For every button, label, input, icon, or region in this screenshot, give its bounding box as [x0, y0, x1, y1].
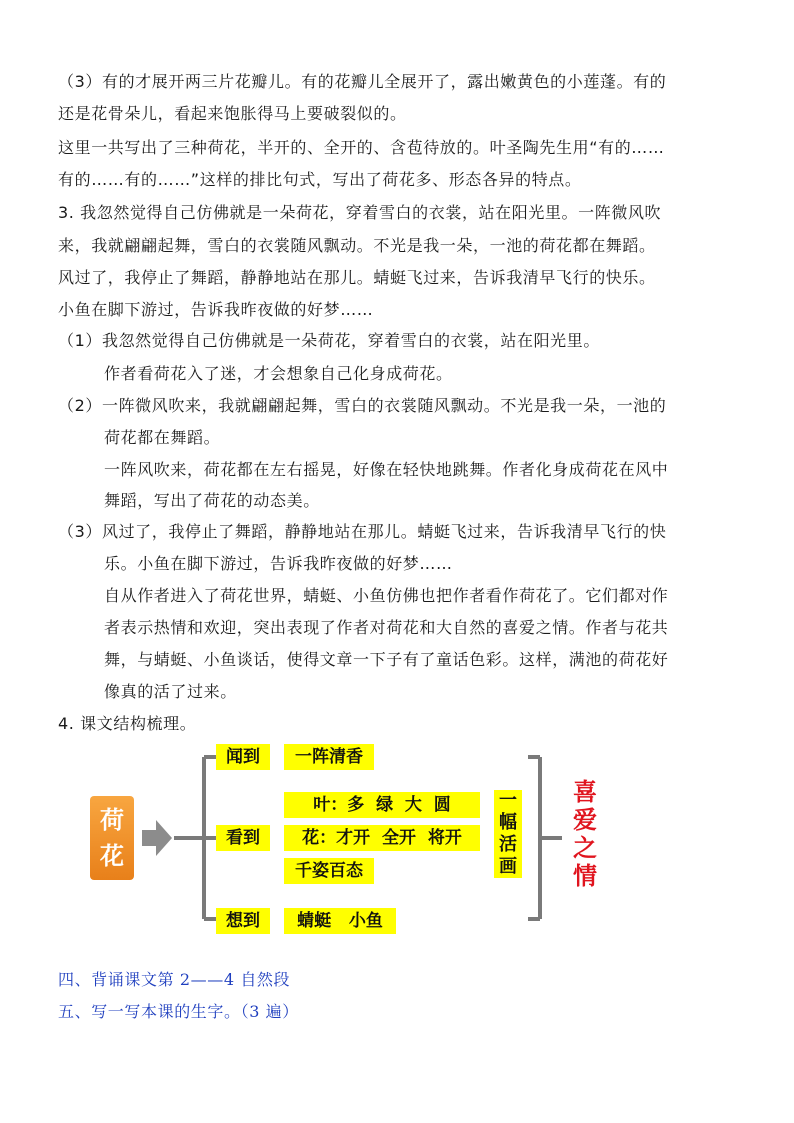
- text-line: 还是花骨朵儿，看起来饱胀得马上要破裂似的。: [58, 104, 407, 123]
- text-line: 小鱼在脚下游过，告诉我昨夜做的好梦……: [58, 300, 374, 319]
- root-node: 荷花: [90, 796, 134, 880]
- branch-kandao: 看到: [216, 825, 270, 851]
- text-line: （2）一阵微风吹来，我就翩翩起舞，雪白的衣裳随风飘动。不光是我一朵，一池的: [58, 396, 667, 415]
- text-line: 者表示热情和欢迎，突出表现了作者对荷花和大自然的喜爱之情。作者与花共: [104, 618, 669, 637]
- summary-vertical-label: 一幅活画: [494, 790, 522, 878]
- text-line: 有的……有的……”这样的排比句式，写出了荷花多、形态各异的特点。: [58, 170, 582, 189]
- arrow-right-icon: [142, 820, 172, 856]
- text-line: 一阵风吹来，荷花都在左右摇晃，好像在轻快地跳舞。作者化身成荷花在风中: [104, 460, 669, 479]
- text-line: 自从作者进入了荷花世界，蜻蜓、小鱼仿佛也把作者看作荷花了。它们都对作: [104, 586, 669, 605]
- conclusion-label: 喜爱之情: [573, 777, 597, 890]
- kandao-flower: 花：才开 全开 将开: [284, 825, 480, 851]
- text-line: 乐。小鱼在脚下游过，告诉我昨夜做的好梦……: [104, 554, 453, 573]
- branch-xiangdao: 想到: [216, 908, 270, 934]
- kandao-pose: 千姿百态: [284, 858, 374, 884]
- text-line: 这里一共写出了三种荷花，半开的、全开的、含苞待放的。叶圣陶先生用“有的……: [58, 138, 665, 157]
- text-line: 舞蹈，写出了荷花的动态美。: [104, 491, 320, 510]
- text-line: 3. 我忽然觉得自己仿佛就是一朵荷花，穿着雪白的衣裳，站在阳光里。一阵微风吹: [58, 203, 662, 222]
- wendao-content: 一阵清香: [284, 744, 374, 770]
- section-heading: 4. 课文结构梳理。: [58, 714, 197, 733]
- xiangdao-content: 蜻蜓 小鱼: [284, 908, 396, 934]
- text-line: 作者看荷花入了迷，才会想象自己化身成荷花。: [104, 364, 453, 383]
- text-line: 来，我就翩翩起舞，雪白的衣裳随风飘动。不光是我一朵，一池的荷花都在舞蹈。: [58, 236, 656, 255]
- text-line: 荷花都在舞蹈。: [104, 428, 221, 447]
- homework-item-4: 四、背诵课文第 2——4 自然段: [58, 970, 291, 989]
- branch-wendao: 闻到: [216, 744, 270, 770]
- text-line: （3）有的才展开两三片花瓣儿。有的花瓣儿全展开了，露出嫩黄色的小莲蓬。有的: [58, 72, 667, 91]
- text-line: （3）风过了，我停止了舞蹈，静静地站在那儿。蜻蜓飞过来，告诉我清早飞行的快: [58, 522, 667, 541]
- text-line: 风过了，我停止了舞蹈，静静地站在那儿。蜻蜓飞过来，告诉我清早飞行的快乐。: [58, 268, 656, 287]
- kandao-leaf: 叶：多 绿 大 圆: [284, 792, 480, 818]
- text-line: 舞，与蜻蜓、小鱼谈话，使得文章一下子有了童话色彩。这样，满池的荷花好: [104, 650, 669, 669]
- homework-item-5: 五、写一写本课的生字。（3 遍）: [58, 1002, 299, 1021]
- text-line: （1）我忽然觉得自己仿佛就是一朵荷花，穿着雪白的衣裳，站在阳光里。: [58, 331, 600, 350]
- text-line: 像真的活了过来。: [104, 682, 237, 701]
- structure-diagram: [86, 742, 646, 942]
